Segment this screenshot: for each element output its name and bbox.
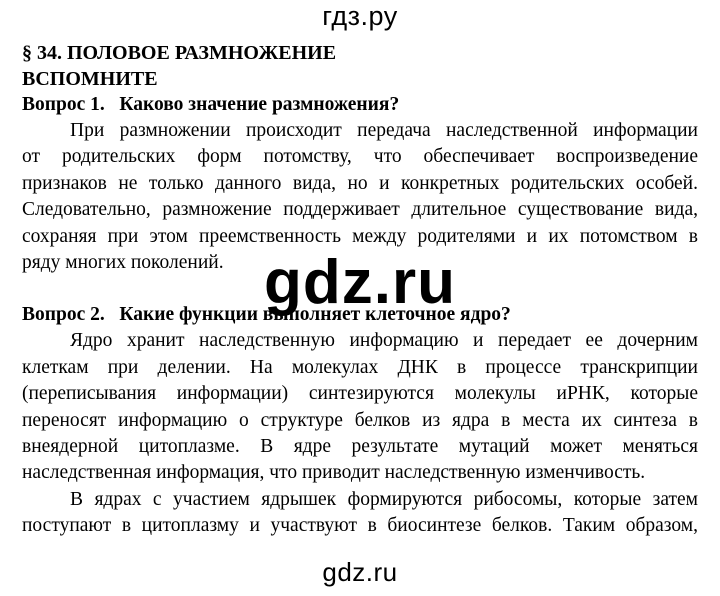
text-line: внеядерной цитоплазме. В ядре результате мутаций может меняться: [22, 436, 698, 458]
text-line: признаков не только данного вида, но и конкретных родительских особей.: [22, 172, 698, 194]
text-line: от родительских форм потомству, что обеспечивает воспроизведение: [22, 146, 698, 168]
question-1-answer: [22, 118, 698, 250]
question-1-title: Вопрос 1. Каково значение размножения?: [22, 94, 400, 115]
question-2-answer-paragraph-2: [22, 487, 698, 540]
text-line: Ядро хранит наследственную информацию и передает ее дочерним: [70, 330, 698, 352]
footer-watermark: gdz.ru: [322, 557, 398, 587]
subsection-heading: ВСПОМНИТЕ: [22, 68, 158, 90]
text-line: ряду многих поколений.: [22, 252, 224, 274]
text-line: сохраняя при этом преемственность между родителями и их потомством в: [22, 225, 698, 247]
question-2-answer-paragraph-1-end: [22, 460, 698, 486]
site-header-label: гдз.ру: [322, 1, 398, 31]
text-line: наследственная информация, что приводит наследственную изменчивость.: [22, 462, 646, 484]
section-heading: § 34. ПОЛОВОЕ РАЗМНОЖЕНИЕ: [22, 42, 337, 64]
text-line: клеткам при делении. На молекулах ДНК в процессе транскрипции: [22, 356, 698, 378]
text-line: (переписывания информации) синтезируются молекулы иРНК, которые: [22, 383, 698, 405]
question-2-answer-paragraph-1: [22, 328, 698, 460]
text-line: переносят информацию о структуре белков из ядра в места их синтеза в: [22, 409, 698, 431]
text-line: В ядрах с участием ядрышек формируются рибосомы, которые затем: [70, 488, 698, 510]
text-line: поступают в цитоплазму и участвуют в биосинтезе белков. Таким образом,: [22, 515, 698, 537]
question-2-title: Вопрос 2. Какие функции выполняет клеточное ядро?: [22, 304, 511, 326]
text-line: Следовательно, размножение поддерживает длительное существование вида,: [22, 199, 698, 221]
watermark-logo: gdz.ru: [264, 248, 456, 317]
text-line: При размножении происходит передача наследственной информации: [70, 120, 698, 141]
